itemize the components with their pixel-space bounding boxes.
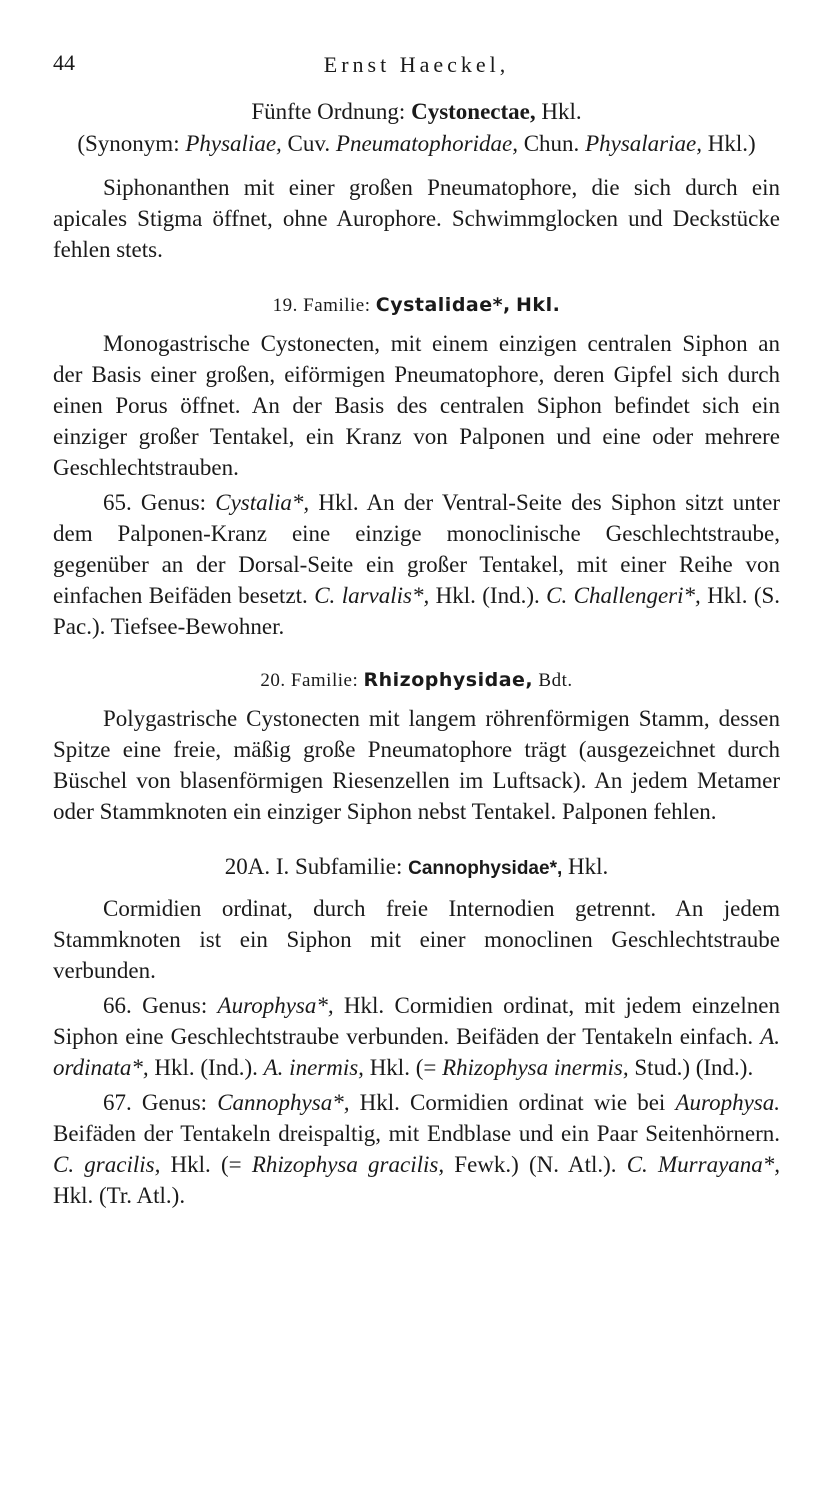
book-page [53,50,780,1211]
synonym-label: (Synonym: [77,131,180,156]
subfamily-name: Cannophysidae*, [408,858,563,879]
species-murrayana-ref: Hkl. (Tr. Atl.). [53,1183,186,1208]
family-20-author: Bdt. [538,670,573,691]
order-heading [53,96,780,128]
family-20-description: Polygastrische Cystonecten mit langem röhrenförmigen Stamm, dessen Spitze eine freie, mäßig große Pneumatophore trägt (ausgezeichnet durch Büschel von blasenförmigen Riesenzellen im Luftsack). An jedem Metamer oder Stammknoten ein einziger Siphon nebst Tentakel. Palponen fehlen. [53,706,780,824]
family-20-name: Rhizophysidae, [363,669,534,691]
genus-67-name: Cannophysa*, [217,1090,350,1115]
family-20-heading [53,666,780,695]
order-description: Siphonanthen mit einer großen Pneumatophore, die sich durch ein apicales Stigma öffnet, ohne Aurophore. Schwimmglocken und Deckstücke fehlen stets. [53,175,780,262]
subfamily-prefix: 20A. I. Subfamilie: [224,854,403,879]
synonym-author-chun: Chun. [523,131,580,156]
genus-aurophysa-ref: Aurophysa. [675,1090,781,1115]
family-19-heading [53,291,780,320]
species-inermis: A. inermis, [263,1055,364,1080]
subfamily-description: Cormidien ordinat, durch freie Internodien getrennt. An jedem Stammknoten ist ein Siphon mit einer monoclinen Geschlechtstraube verbunden. [53,896,780,983]
species-inermis-author: Hkl. (= [369,1055,437,1080]
family-19-description: Monogastrische Cystonecten, mit einem einzigen centralen Siphon an der Basis einer großen, eiförmigen Pneumatophore, deren Gipfel sich durch einen Porus öffnet. An der Basis des centralen Siphon befindet sich ein einziger großer Tentakel, ein Kranz von Palponen und eine oder mehrere Geschlechtstrauben. [53,331,780,480]
species-challengeri: C. Challengeri*, [546,583,701,608]
species-gracilis-author: Hkl. (= [170,1152,242,1177]
synonym-rhizophysa-gracilis: Rhizophysa gracilis, [251,1152,445,1177]
family-19-name: Cystalidae*, [375,294,511,316]
species-murrayana: C. Murrayana*, [626,1152,781,1177]
species-inermis-ref: Stud.) (Ind.). [634,1055,754,1080]
subfamily-heading [53,851,780,885]
genus-66-text: Hkl. Cormidien ordinat, mit jedem einzelnen Siphon eine Geschlechtstraube verbunden. Beifäden der Tentakeln einfach. [53,993,780,1049]
synonym-author-hkl: Hkl.) [707,131,756,156]
species-gracilis: C. gracilis, [53,1152,161,1177]
family-20-prefix: 20. Familie: [260,670,359,691]
synonym-rhizophysa-inermis: Rhizophysa inermis, [442,1055,629,1080]
page-header [53,50,780,84]
synonym-physalariae: Physalariae, [585,131,702,156]
genus-67-text-2: Beifäden der Tentakeln dreispaltig, mit Endblase und ein Paar Seitenhörnern. [53,1121,780,1146]
synonym-physaliae: Physaliae, [185,131,282,156]
genus-66-label: 66. Genus: [103,993,208,1018]
species-ordinata: A. ordinata*, [53,1024,781,1080]
family-19-author: Hkl. [516,294,561,316]
species-challengeri-ref: Hkl. (S. Pac.). Tiefsee-Bewohner. [53,583,781,639]
page-number: 44 [53,50,75,75]
synonym-author-cuv: Cuv. [287,131,331,156]
genus-66-paragraph [53,990,780,1083]
genus-65-paragraph [53,487,780,642]
species-larvalis-ref: Hkl. (Ind.). [435,583,540,608]
order-prefix: Fünfte Ordnung: [251,99,406,124]
species-gracilis-ref: Fewk.) (N. Atl.). [454,1152,617,1177]
family-19-prefix: 19. Familie: [272,295,371,316]
genus-67-text: Hkl. Cormidien ordinat wie bei [359,1090,666,1115]
species-larvalis: C. larvalis*, [314,583,430,608]
genus-67-label: 67. Genus: [103,1090,208,1115]
order-author: Hkl. [541,99,582,124]
synonym-pneumatophoridae: Pneumatophoridae, [335,131,518,156]
genus-66-name: Aurophysa*, [217,993,334,1018]
genus-65-name: Cystalia*, [215,490,310,515]
genus-67-paragraph [53,1087,780,1211]
running-head: Ernst Haeckel, [323,52,510,77]
order-name: Cystonectae, [411,99,536,124]
species-ordinata-ref: Hkl. (Ind.). [154,1055,258,1080]
genus-65-text: Hkl. An der Ventral-Seite des Siphon sitzt unter dem Palponen-Kranz eine einzige monoclinische Geschlechtstraube, gegenüber an der Dorsal-Seite ein großer Tentakel, mit einer Reihe von einfachen Beifäden besetzt. [53,490,781,608]
synonym-line [53,128,780,160]
genus-65-label: 65. Genus: [103,490,207,515]
subfamily-author: Hkl. [568,854,609,879]
